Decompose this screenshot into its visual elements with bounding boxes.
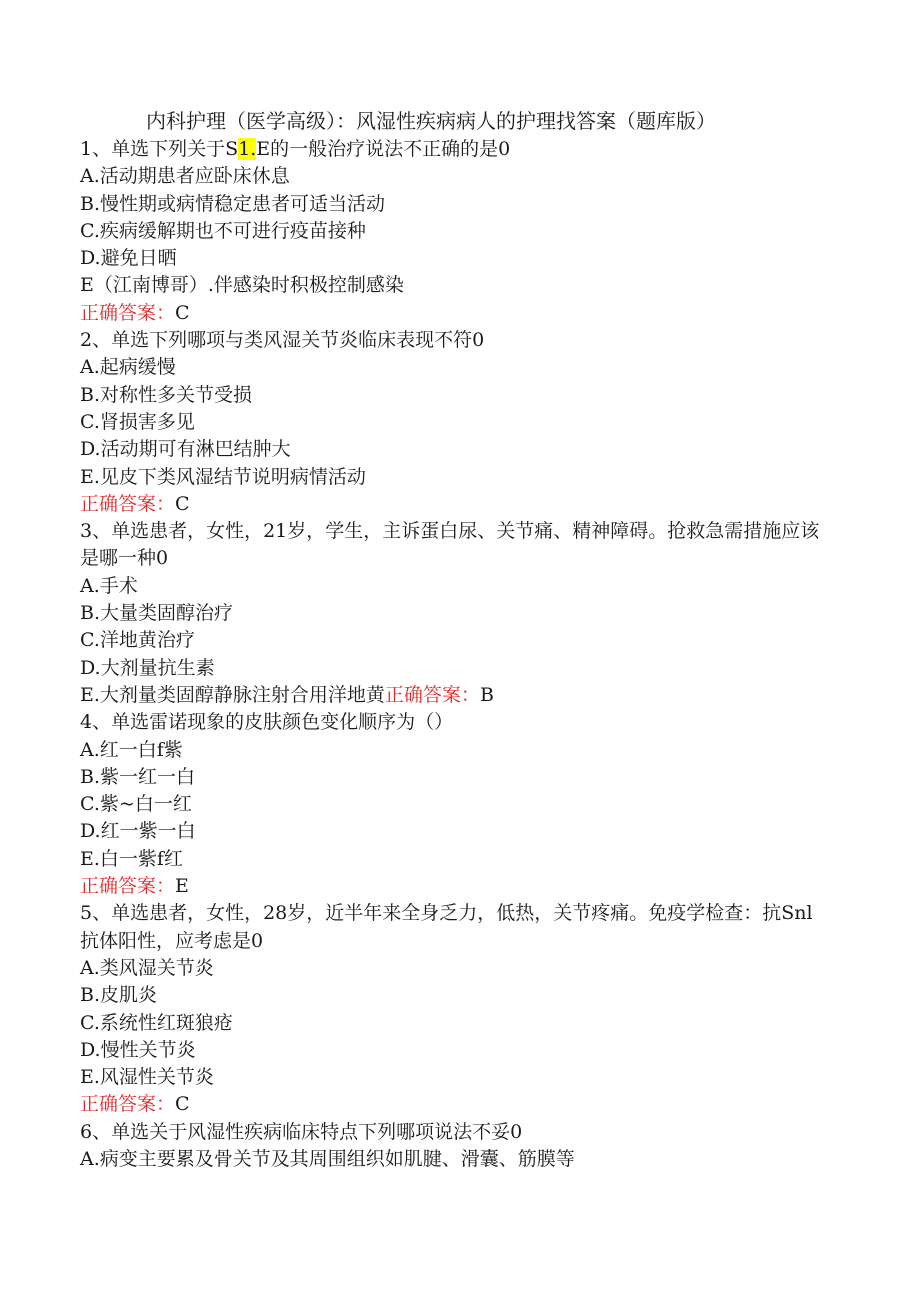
- option-c: C.系统性红斑狼疮: [80, 1011, 233, 1034]
- option-d: D.红一紫一白: [80, 820, 196, 843]
- option-d: D.慢性关节炎: [80, 1038, 196, 1061]
- option-b: B.慢性期或病情稳定患者可适当活动: [80, 192, 386, 215]
- highlighted-text: 1.: [238, 138, 257, 160]
- answer-label: 正确答案：: [80, 875, 176, 898]
- stem-text: 1、单选下列关于S: [80, 138, 239, 160]
- answer-value: C: [175, 301, 190, 324]
- option-b: B.大量类固醇治疗: [80, 602, 234, 625]
- question-5: [80, 900, 828, 1118]
- question-stem: [80, 136, 828, 163]
- question-stem: 3、单选患者，女性，21岁，学生，主诉蛋白尿、关节痛、精神障碍。抢救急需措施应该是哪一种0: [80, 520, 820, 570]
- option-a: A.起病缓慢: [80, 356, 176, 379]
- option-a: A.红一白f紫: [80, 738, 183, 761]
- option-e: E（江南博哥）.伴感染时积极控制感染: [80, 274, 404, 297]
- answer-line: [80, 491, 828, 518]
- answer-label: 正确答案：: [80, 301, 176, 324]
- option-a: A.手术: [80, 574, 138, 597]
- question-4: [80, 709, 828, 900]
- option-d: D.避免日晒: [80, 247, 177, 270]
- option-d: D.活动期可有淋巴结肿大: [80, 438, 291, 461]
- option-b: B.对称性多关节受损: [80, 383, 253, 406]
- answer-label: 正确答案：: [80, 1093, 176, 1116]
- option-b: B.皮肌炎: [80, 984, 158, 1007]
- question-list: [80, 136, 828, 1173]
- answer-line: [80, 1091, 828, 1118]
- answer-value: C: [175, 1093, 190, 1116]
- option-c: C.紫~白一红: [80, 793, 192, 816]
- option-e-with-answer: [80, 682, 828, 709]
- option-d: D.大剂量抗生素: [80, 656, 215, 679]
- option-b: B.紫一红一白: [80, 765, 196, 788]
- answer-value: C: [175, 492, 190, 515]
- document-title: 内科护理（医学高级）：风湿性疾病病人的护理找答案（题库版）: [146, 109, 716, 133]
- question-1: [80, 136, 828, 327]
- option-e: E.白一紫f红: [80, 847, 183, 870]
- option-c: C.肾损害多见: [80, 410, 195, 433]
- option-a: A.活动期患者应卧床休息: [80, 165, 290, 188]
- question-stem: 2、单选下列哪项与类风湿关节炎临床表现不符0: [80, 329, 485, 352]
- option-c: C.疾病缓解期也不可进行疫苗接种: [80, 219, 366, 242]
- answer-label: 正确答案：: [384, 683, 480, 706]
- stem-text: E的一般治疗说法不正确的是0: [256, 138, 511, 160]
- option-c: C.洋地黄治疗: [80, 629, 195, 652]
- answer-line: [80, 873, 828, 900]
- question-stem: 4、单选雷诺现象的皮肤颜色变化顺序为（）: [80, 711, 454, 734]
- question-2: [80, 327, 828, 518]
- question-stem: 5、单选患者，女性，28岁，近半年来全身乏力，低热，关节疼痛。免疫学检查：抗Snl抗体阳性，应考虑是0: [80, 902, 813, 952]
- option-e: E.风湿性关节炎: [80, 1066, 214, 1089]
- answer-line: [80, 300, 828, 327]
- answer-label: 正确答案：: [80, 492, 176, 515]
- question-6: [80, 1119, 828, 1174]
- question-stem: 6、单选关于风湿性疾病临床特点下列哪项说法不妥0: [80, 1120, 523, 1143]
- option-e: E.大剂量类固醇静脉注射合用洋地黄: [80, 683, 385, 706]
- option-e: E.见皮下类风湿结节说明病情活动: [80, 465, 366, 488]
- answer-value: B: [479, 683, 494, 706]
- option-a: A.类风湿关节炎: [80, 956, 214, 979]
- question-3: [80, 518, 828, 709]
- option-a: A.病变主要累及骨关节及其周围组织如肌腱、滑囊、筋膜等: [80, 1147, 575, 1170]
- answer-value: E: [175, 875, 189, 898]
